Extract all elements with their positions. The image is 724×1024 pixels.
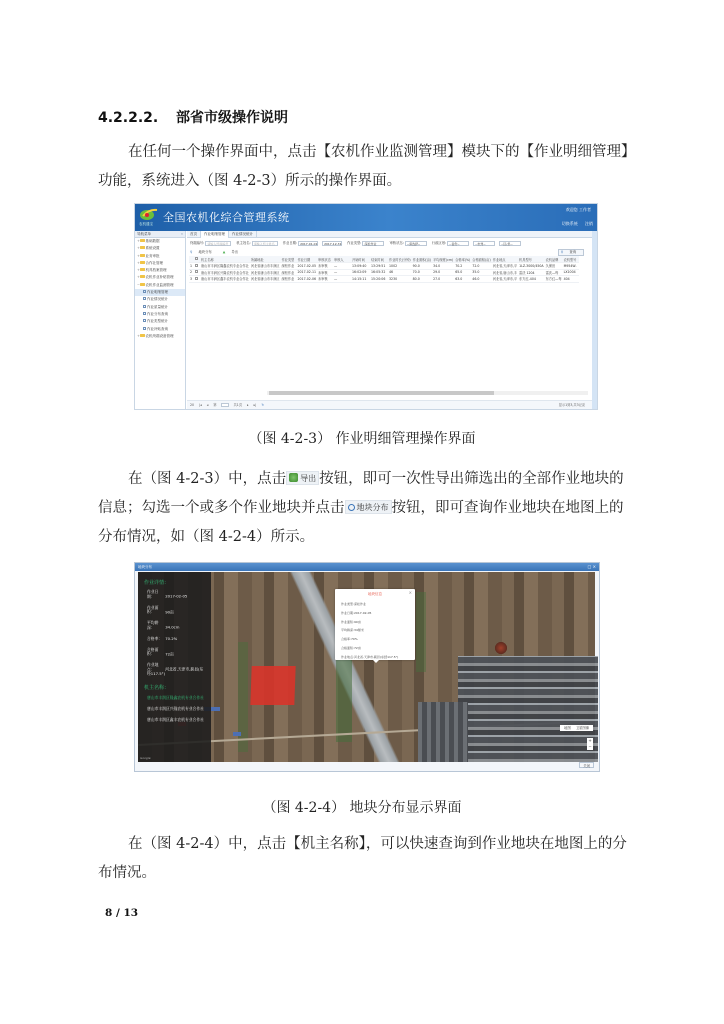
paragraph-owner-query (98, 830, 638, 888)
cell: 65.0 (454, 269, 471, 276)
inline-distribution-button (345, 500, 392, 514)
cell: 46 (388, 269, 412, 276)
figure-plot-distribution-dialog (134, 562, 600, 772)
sidebar-item-monitoring[interactable]: − 农机作业监测管理 (137, 282, 174, 287)
search-label: 查询 (569, 250, 576, 254)
owner-link[interactable]: 唐山市丰润区兴隆农机专业合作社 (147, 705, 204, 711)
zoom-in-button[interactable]: + (588, 738, 592, 743)
filter-bar (187, 238, 592, 248)
cell: 深松作业 (281, 269, 297, 276)
cell: 河北省,唐山市,丰 (492, 270, 518, 275)
dialog-window-controls[interactable]: □ × (587, 564, 596, 569)
page-number: 8 / 13 (105, 907, 139, 919)
cell: 16:02:09 (351, 269, 370, 276)
export-icon (289, 473, 298, 482)
region-label: 行政区划: (431, 241, 447, 245)
sidebar-item-system-settings[interactable]: + 系统设置 (137, 246, 160, 251)
horizontal-scrollbar[interactable] (267, 391, 588, 395)
table-row[interactable] (189, 276, 579, 283)
tab-work-detail[interactable]: 作业明细管理 (201, 231, 229, 238)
work-detail-panel (138, 572, 211, 762)
cell: 未审核 (317, 269, 333, 276)
sidebar-item-subsidy-query[interactable] (135, 326, 185, 333)
dialog-titlebar (135, 563, 599, 571)
cell: 1LZ-3000/450A (519, 263, 544, 268)
export-button[interactable] (223, 250, 243, 254)
export-label: 导出 (231, 250, 238, 254)
col-duration[interactable]: 作业时长(分钟) (389, 257, 411, 262)
page-icon (143, 327, 146, 330)
sidebar-item-label: 作业明细管理 (147, 290, 168, 295)
field-value: 70.2% (165, 635, 178, 641)
distribution-label: 地块分布 (198, 250, 212, 254)
cell: 唐山市丰润区兴隆农机专业合作社 (201, 270, 249, 275)
page-icon (143, 290, 146, 293)
cell: — (333, 269, 351, 276)
last-page-icon[interactable]: ▸| (253, 403, 257, 407)
popup-title: 地块信息 (368, 592, 382, 596)
detail-area (147, 606, 207, 615)
cell: 河北省唐山市丰润区 (250, 277, 280, 282)
logo-icon (139, 207, 159, 221)
map-provider-logo: Google (140, 756, 151, 760)
panel-header: 作业详情： (144, 580, 170, 586)
para-line: 分布情况，如（图 4-2-4）所示。 (98, 529, 315, 545)
field-label: 作业地点： (147, 662, 159, 672)
folder-icon (140, 334, 145, 337)
para-line: 功能，系统进入（图 4-2-3）所示的操作界面。 (98, 173, 402, 189)
page-label: 第 (213, 403, 217, 407)
popup-line: 合格率:70% (341, 637, 358, 642)
close-button[interactable]: 关闭 (579, 762, 594, 768)
cell: 35.0 (471, 269, 491, 276)
pager-info: 显示1到3,共3记录 (558, 403, 585, 407)
para-line: 按钮，即可查询作业地块在地图上的 (391, 500, 624, 516)
search-button[interactable] (558, 249, 584, 256)
field-label: 作业面积： (147, 604, 159, 614)
col-auditor[interactable]: 审核人 (333, 256, 351, 263)
col-audit-status[interactable]: 审核状态 (317, 256, 333, 263)
city-select[interactable]: --市州-- (473, 241, 495, 246)
sidebar-item-label: 农机终端设备管理 (145, 333, 174, 338)
sidebar-item-type-stats[interactable] (135, 318, 185, 325)
col-date[interactable]: 作业日期 (297, 256, 318, 263)
cell: 27.0 (432, 276, 454, 283)
refresh-icon[interactable]: ↻ (261, 403, 265, 407)
folder-icon (140, 261, 145, 264)
folder-icon (140, 275, 145, 278)
cell: 深松作业 (281, 263, 297, 270)
col-end[interactable]: 结束时间 (370, 256, 388, 263)
sidebar-item-label: 作业类型统计 (147, 319, 168, 324)
cell: 唐山市丰润区鑫丰农机专业合作社 (201, 277, 249, 282)
cell: 404 (563, 276, 579, 283)
inline-export-label: 导出 (300, 474, 317, 483)
logo-subtitle: 农机通宝 (139, 222, 153, 226)
cell: 雷沃 1204 (518, 269, 545, 276)
date-from-input[interactable]: 2017-01-01 (300, 242, 318, 246)
map-type-toggle (560, 725, 593, 731)
detail-date (147, 590, 207, 599)
detail-pass-rate (147, 637, 207, 642)
audit-select[interactable]: --请选择-- (405, 241, 427, 246)
terminal-label: 终端编号: (190, 241, 205, 245)
cell: LX1004 (563, 269, 579, 276)
detail-depth (147, 621, 207, 630)
zoom-control (587, 738, 593, 750)
folder-icon (140, 246, 145, 249)
pagination-bar (187, 400, 592, 409)
col-location[interactable]: 作业地点 (492, 256, 518, 263)
terminal-input[interactable]: 请输入终端编号 (205, 241, 231, 246)
cell: 1 (190, 263, 193, 268)
popup-line: 作业地点:河北省,天津市,蓟县(东经117.5°) (341, 654, 399, 659)
paragraph-intro (98, 138, 638, 196)
col-address[interactable]: 所属地址 (250, 256, 281, 263)
popup-line: 平均耕深:34厘米 (341, 628, 364, 633)
owner-input[interactable]: 请输入机主姓名 (252, 241, 278, 246)
popup-line: 作业面积:90亩 (341, 619, 361, 624)
total-pages: 共1页 (233, 403, 243, 407)
col-brand[interactable]: 农机品牌 (545, 256, 563, 263)
cell: 70.2 (454, 263, 471, 270)
date-to-input[interactable]: 2017-12-31 (324, 242, 342, 246)
checkbox-icon[interactable] (195, 257, 198, 260)
cell: 未审核 (317, 263, 333, 270)
sidebar-item-label: 基础数据 (145, 239, 160, 243)
field-label: 合格率： (147, 635, 163, 641)
cell: 雷沃—每 (545, 269, 563, 276)
field-label: 作业日期： (147, 589, 159, 599)
sidebar-item-label: 作业情况统计 (147, 297, 168, 302)
work-detail-table (189, 256, 579, 283)
cell: 29.0 (432, 269, 454, 276)
popup-line: 作业类型:深松作业 (341, 602, 367, 606)
sidebar-item-label: 机具档案管理 (145, 268, 167, 273)
owner-link[interactable]: 唐山市丰润区隆鑫农机专业合作社 (147, 694, 204, 700)
cell: 唐山市丰润区隆鑫农机专业合作社 (201, 264, 249, 269)
col-model[interactable]: 农机型号 (563, 256, 579, 263)
col-type[interactable]: 作业类型 (281, 256, 297, 263)
collapse-icon[interactable]: « (180, 232, 183, 236)
cell: 2017-02-11 (297, 270, 317, 275)
section-title: 部省市级操作说明 (176, 110, 288, 126)
page-icon (143, 319, 146, 322)
highlighted-plot[interactable] (250, 666, 295, 705)
prev-page-icon[interactable]: ◂ (206, 403, 209, 407)
sidebar-item-label: 农机作业监测管理 (145, 282, 174, 287)
owner-link[interactable]: 唐山市丰润区鑫丰农机专业合作社 (147, 716, 204, 722)
sidebar-item-approval[interactable]: + 业务审批 (137, 253, 160, 258)
inline-distribution-label: 地块分布 (356, 503, 389, 512)
cell: M954W- (563, 263, 577, 268)
main-content (187, 231, 592, 409)
next-page-icon[interactable]: ▸ (247, 403, 249, 407)
cell: 河北省唐山市丰润区 (250, 264, 280, 269)
sidebar-item-base-data[interactable]: + 基础数据 (137, 239, 160, 243)
figure-caption-1: （图 4-2-3） 作业明细管理操作界面 (248, 431, 476, 447)
field-value: 2017-02-05 (165, 593, 188, 599)
field-value: 河北省,天津市,蓟县(东经117.5°) (147, 666, 204, 676)
sidebar-item-label: 作业补贴查询 (147, 326, 168, 331)
col-pass-rate[interactable]: 合格率(%) (455, 257, 471, 262)
close-icon[interactable]: × (408, 590, 412, 595)
cell: 46.0 (471, 276, 491, 283)
sidebar-header-label: 导航菜单 (137, 232, 151, 236)
sidebar-item-distribution[interactable] (135, 311, 185, 318)
sidebar-item-work-detail[interactable] (135, 289, 185, 296)
field-label: 合格面积： (147, 646, 159, 656)
figure-caption-2: （图 4-2-4） 地块分布显示界面 (262, 800, 462, 816)
checkbox-icon[interactable] (195, 270, 198, 273)
sidebar-item-cooperative[interactable]: + 合作社管理 (137, 260, 163, 265)
owner-label: 机主姓名: (236, 241, 251, 245)
para-line: 按钮，即可一次性导出筛选出的全部作业地块的 (319, 471, 624, 487)
type-select[interactable]: 深松作业 (362, 241, 384, 246)
plot-info-popup (335, 589, 415, 660)
logout-link[interactable]: 注销 (585, 221, 593, 226)
cell: 东方红-404 (518, 276, 545, 283)
sidebar-item-subsidy[interactable]: + 农机作业补贴管理 (137, 275, 174, 280)
folder-icon (140, 239, 145, 242)
sidebar-header (135, 231, 185, 238)
first-page-icon[interactable]: |◂ (199, 403, 202, 407)
sidebar (135, 231, 186, 409)
tab-work-stats[interactable]: 作业情况统计 (229, 231, 257, 238)
cell: 16:05:32 (370, 269, 388, 276)
cell: 久保田 (545, 263, 563, 270)
folder-icon (140, 254, 145, 257)
field-value: 34.0cm (165, 624, 180, 630)
dialog-title: 地块分布 (138, 565, 152, 569)
owner-header: 机主名称： (144, 684, 170, 691)
page-icon (143, 305, 146, 308)
cell: 未审核 (317, 276, 333, 283)
field-label: 平均耕深： (147, 620, 159, 630)
map-type-satellite[interactable]: 卫星图像 (575, 726, 589, 730)
folder-open-icon (140, 283, 145, 286)
popup-line: 作业日期:2017-02-05 (341, 610, 372, 615)
figure-work-detail-screenshot (134, 203, 598, 410)
cell: 3230 (388, 276, 412, 283)
zoom-out-button[interactable]: − (588, 744, 592, 749)
sidebar-item-machine-archive[interactable]: + 机具档案管理 (137, 268, 167, 273)
checkbox-icon[interactable] (195, 277, 198, 280)
folder-icon (140, 268, 145, 271)
para-line: 在（图 4-2-3）中，点击 (128, 471, 287, 487)
action-bar (187, 248, 592, 256)
inline-export-button (286, 471, 319, 485)
col-area[interactable]: 作业面积(亩) (412, 257, 432, 262)
page-size-select[interactable]: 20 (190, 403, 195, 407)
tree-cluster (495, 642, 507, 654)
para-line: 在（图 4-2-4）中，点击【机主名称】，可以快速查询到作业地块在地图上的分 (128, 836, 627, 852)
cell: 1002 (388, 263, 412, 270)
province-select[interactable]: --省份-- (447, 241, 469, 246)
cell: 72.0 (471, 263, 491, 270)
section-number: 4.2.2.2. (98, 110, 159, 126)
page-icon (143, 297, 146, 300)
vertical-scrollbar[interactable] (592, 231, 597, 409)
cell: 河北省,天津市,平 (492, 277, 518, 282)
section-heading (98, 107, 288, 127)
export-icon: ▲ (222, 250, 226, 254)
search-icon (348, 504, 355, 511)
field-value: 90亩 (165, 609, 174, 614)
para-line: 在任何一个操作界面中，点击【农机作业监测管理】模块下的【作业明细管理】 (128, 144, 636, 160)
sidebar-item-label: 合作社管理 (145, 260, 163, 265)
cell: 河北省唐山市丰润区 (250, 270, 280, 275)
date-label: 作业日期: (282, 241, 298, 245)
sidebar-item-label: 农机作业补贴管理 (145, 275, 174, 280)
cell: 14:15:11 (351, 276, 370, 283)
popup-line: 合格面积:72亩 (341, 645, 361, 650)
col-implement[interactable]: 机具型号 (518, 256, 545, 263)
field-value: 72亩 (165, 651, 174, 656)
type-label: 作业类型: (347, 241, 362, 245)
sidebar-item-label: 作业质量统计 (147, 304, 168, 309)
cell: 2017-02-05 (297, 263, 317, 268)
detail-pass-area (147, 648, 207, 657)
search-icon: ⚲ (560, 250, 564, 254)
page-input[interactable] (221, 403, 229, 407)
cell: 63.0 (454, 276, 471, 283)
scrollbar-thumb[interactable] (269, 391, 494, 395)
cell: 34.0 (432, 263, 454, 270)
cell: 深松作业 (281, 276, 297, 283)
cell: 13:09:40 (351, 263, 370, 270)
checkbox-icon[interactable] (195, 264, 198, 267)
cell: 80.0 (412, 276, 432, 283)
sidebar-item-label: 业务审批 (145, 253, 160, 258)
cell: 13:29:51 (370, 263, 388, 270)
app-title: 全国农机化综合管理系统 (163, 211, 290, 224)
switch-system-link[interactable]: 切换系统 (561, 221, 578, 226)
detail-location (147, 663, 207, 677)
cell: 90.0 (412, 263, 432, 270)
county-select[interactable]: --区/县-- (499, 241, 521, 246)
para-line: 信息；勾选一个或多个作业地块并点击 (98, 500, 345, 516)
cell: 15:20:06 (370, 276, 388, 283)
map-type-map[interactable]: 地图 (564, 726, 571, 730)
top-links (556, 221, 593, 227)
cell: 东方红—每 (545, 277, 562, 282)
building (233, 732, 241, 736)
tab-bar (187, 231, 592, 238)
cell: — (333, 263, 351, 270)
sidebar-item-terminal[interactable]: + 农机终端设备管理 (137, 333, 174, 338)
page-icon (143, 312, 146, 315)
app-banner (135, 204, 597, 231)
village-area (418, 702, 468, 762)
audit-label: 审核状态: (389, 241, 404, 245)
user-greeting: 欢迎您 工作者 (565, 207, 591, 212)
distribution-button[interactable] (190, 250, 217, 254)
tab-home[interactable]: 首页 (187, 231, 201, 238)
cell: 2017-02-06 (297, 276, 317, 281)
village-area (458, 656, 598, 762)
search-icon: ⚲ (190, 250, 193, 254)
paragraph-export (98, 465, 638, 552)
popup-pointer (373, 660, 379, 663)
cell: 2 (190, 270, 193, 275)
cell: 河北省,天津市,平 (492, 264, 518, 269)
sidebar-item-work-stats[interactable] (135, 296, 185, 303)
cell: 70.0 (412, 269, 432, 276)
col-pass-area[interactable]: 合格面积(亩) (472, 257, 491, 262)
para-line: 布情况。 (98, 865, 156, 881)
cell: — (333, 276, 351, 283)
col-depth[interactable]: 平均深度(cm) (433, 257, 454, 262)
col-start[interactable]: 开始时间 (351, 256, 370, 263)
sidebar-item-label: 作业分布查询 (147, 311, 168, 316)
sidebar-item-quality-stats[interactable] (135, 304, 185, 311)
col-owner[interactable]: 机主名称 (200, 256, 250, 263)
cell: 3 (190, 276, 193, 281)
sidebar-item-label: 系统设置 (145, 246, 160, 251)
